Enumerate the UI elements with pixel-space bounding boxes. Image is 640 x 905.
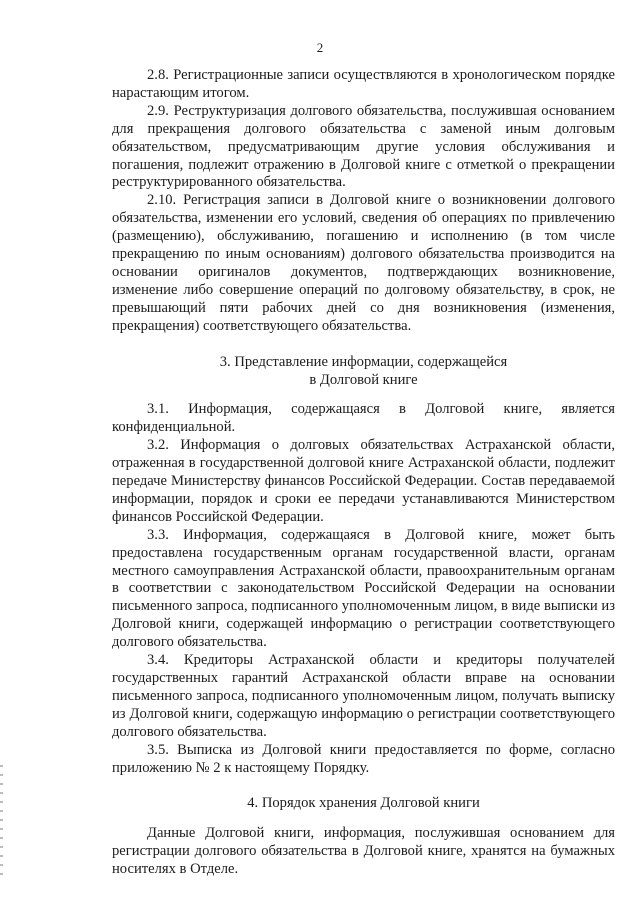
document-body [112, 67, 615, 879]
section-spacer [112, 389, 615, 401]
section-spacer [112, 777, 615, 795]
paragraph-3-5: 3.5. Выписка из Долговой книги предоставляется по форме, согласно приложению № 2 к настоящему Порядку. [112, 741, 615, 776]
paragraph-3-1: 3.1. Информация, содержащаяся в Долговой книге, является конфиденциальной. [112, 401, 615, 436]
paragraph-3-3: 3.3. Информация, содержащаяся в Долговой книге, может быть предоставлена государственным органам государственной власти, органам местного самоуправления Астраханской области, правоохранительным органам в соответствии с законодательством Российской Федерации на основании письменного запроса, подписанного уполномоченным лицом, в виде выписки из Долговой книги, содержащей информацию о регистрации соответствующего долгового обязательства. [112, 526, 615, 651]
paragraph-2-9: 2.9. Реструктуризация долгового обязательства, послужившая основанием для прекращения долгового обязательства с заменой иным долговым обязательством, предусматривающим другие условия обслуживания и погашения, подлежит отражению в Долговой книге с отметкой о прекращении реструктурированного обязательства. [112, 102, 615, 191]
paragraph-2-10: 2.10. Регистрация записи в Долговой книге о возникновении долгового обязательства, изменении его условий, сведения об операциях по привлечению (размещению), обслуживанию, погашению и исполнению (в том числе прекращению по иным основаниям) долгового обязательства производится на основании оригиналов документов, подтверждающих возникновение, изменение либо совершение операций по долговому обязательству, в срок, не превышающий пяти рабочих дней со дня возникновения (изменения, прекращения) соответствующего обязательства. [112, 192, 615, 334]
page-number: 2 [316, 40, 324, 55]
section-3-heading [112, 354, 615, 390]
section-4-heading: 4. Порядок хранения Долговой книги [247, 795, 480, 812]
paragraph-4-1: Данные Долговой книги, информация, послужившая основанием для регистрации долгового обязательства в Долговой книге, хранятся на бумажных носителях в Отделе. [112, 825, 615, 878]
section-3-heading-line-1: 3. Представление информации, содержащейся [219, 353, 508, 370]
paragraph-3-4: 3.4. Кредиторы Астраханской области и кредиторы получателей государственных гарантий Астраханской области вправе на основании письменного запроса, подписанного уполномоченным лицом, получать выписку из Долговой книги, содержащую информацию о регистрации соответствующего долгового обязательства. [112, 652, 615, 740]
section-3-heading-line-2: в Долговой книге [309, 371, 418, 388]
paragraph-3-2: 3.2. Информация о долговых обязательствах Астраханской области, отраженная в государственной долговой книге Астраханской области, подлежит передаче Министерству финансов Российской Федерации. Состав передаваемой информации, порядок и сроки ее передачи устанавливаются Министерством финансов Российской Федерации. [112, 437, 615, 525]
scan-margin-marks [0, 765, 3, 875]
section-spacer [112, 336, 615, 354]
paragraph-2-8: 2.8. Регистрационные записи осуществляются в хронологическом порядке нарастающим итогом. [112, 67, 615, 101]
section-spacer [112, 813, 615, 825]
